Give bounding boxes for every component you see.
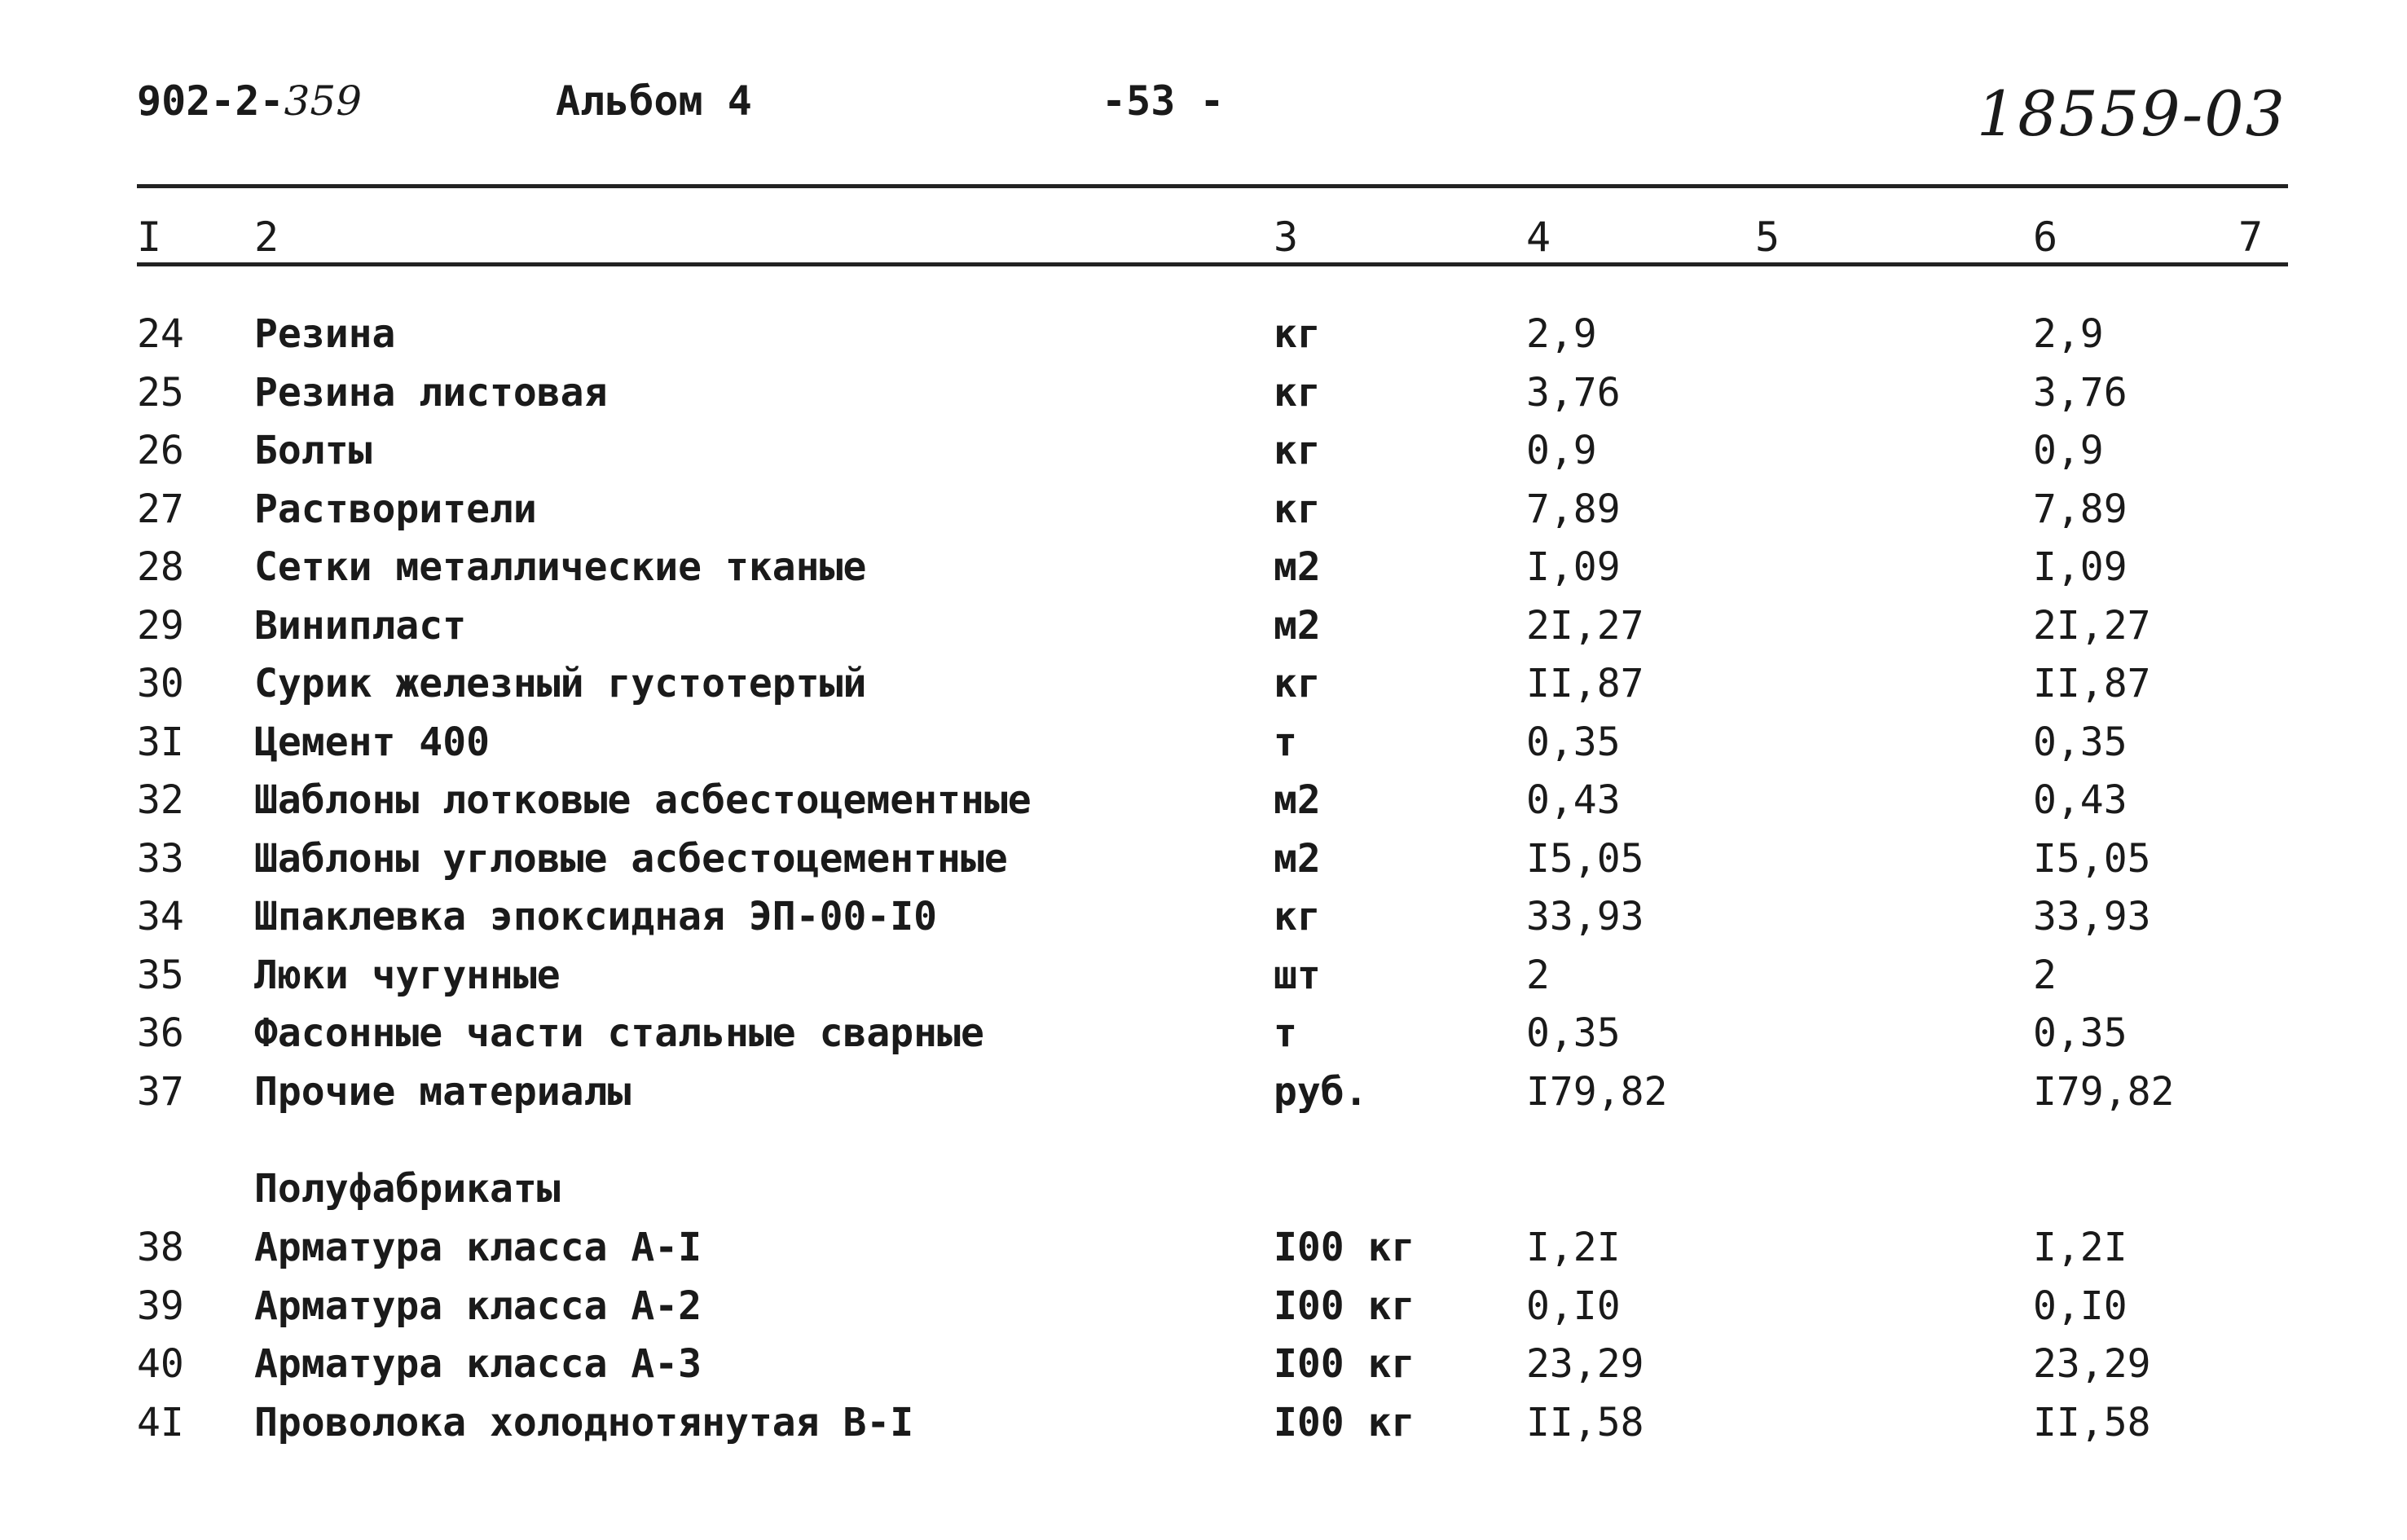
table-row bbox=[0, 777, 2407, 836]
column-number-2: 2 bbox=[254, 213, 279, 261]
unit: м2 bbox=[1274, 835, 1321, 882]
row-number: 30 bbox=[137, 661, 184, 706]
material-name: Шаблоны лотковые асбестоцементные bbox=[254, 777, 1032, 823]
quantity-col4: I,2I bbox=[1526, 1225, 1621, 1270]
unit: I00 кг bbox=[1274, 1225, 1415, 1270]
table-row bbox=[0, 661, 2407, 719]
material-name: Цемент 400 bbox=[254, 719, 490, 765]
unit: м2 bbox=[1274, 777, 1321, 823]
row-number: 24 bbox=[137, 311, 184, 357]
table-row bbox=[0, 894, 2407, 953]
quantity-col6: 7,89 bbox=[2033, 486, 2128, 532]
table-row bbox=[0, 836, 2407, 895]
unit: I00 кг bbox=[1274, 1341, 1415, 1387]
row-number: 28 bbox=[137, 544, 184, 590]
material-name: Резина листовая bbox=[254, 369, 608, 416]
quantity-col4: 2,9 bbox=[1526, 311, 1597, 357]
material-name: Сетки металлические тканые bbox=[254, 544, 867, 590]
quantity-col6: I,2I bbox=[2033, 1225, 2128, 1270]
quantity-col4: 7,89 bbox=[1526, 486, 1621, 532]
materials-table bbox=[0, 311, 2407, 1458]
row-number: 40 bbox=[137, 1341, 184, 1387]
quantity-col4: I,09 bbox=[1526, 544, 1621, 590]
quantity-col6: 33,93 bbox=[2033, 894, 2151, 939]
handwritten-document-number: 18559-03 bbox=[1976, 77, 2286, 150]
quantity-col6: 2 bbox=[2033, 952, 2057, 998]
column-number-3: 3 bbox=[1274, 213, 1299, 261]
material-name: Арматура класса А-3 bbox=[254, 1341, 702, 1387]
unit: кг bbox=[1274, 486, 1321, 532]
unit: руб. bbox=[1274, 1068, 1368, 1115]
table-row bbox=[0, 428, 2407, 486]
row-number: 25 bbox=[137, 369, 184, 416]
row-number: 26 bbox=[137, 428, 184, 473]
material-name: Растворители bbox=[254, 486, 537, 532]
unit: шт bbox=[1274, 952, 1321, 998]
row-number: 3I bbox=[137, 719, 184, 765]
material-name: Болты bbox=[254, 428, 372, 473]
unit: кг bbox=[1274, 369, 1321, 416]
quantity-col6: 0,9 bbox=[2033, 428, 2104, 473]
material-name: Резина bbox=[254, 311, 396, 357]
material-name: Проволока холоднотянутая В-I bbox=[254, 1399, 914, 1445]
quantity-col6: 3,76 bbox=[2033, 369, 2128, 416]
column-number-5: 5 bbox=[1755, 213, 1780, 261]
table-row bbox=[0, 1283, 2407, 1342]
quantity-col6: II,87 bbox=[2033, 661, 2151, 706]
quantity-col6: I79,82 bbox=[2033, 1068, 2175, 1115]
quantity-col6: I5,05 bbox=[2033, 835, 2151, 882]
unit: I00 кг bbox=[1274, 1399, 1415, 1445]
row-number: 29 bbox=[137, 602, 184, 649]
top-rule bbox=[137, 184, 2288, 188]
quantity-col4: 23,29 bbox=[1526, 1341, 1644, 1387]
column-number-4: 4 bbox=[1526, 213, 1551, 261]
material-name: Шаблоны угловые асбестоцементные bbox=[254, 835, 1008, 882]
unit: т bbox=[1274, 1010, 1297, 1056]
unit: I00 кг bbox=[1274, 1283, 1415, 1329]
table-row bbox=[0, 1341, 2407, 1400]
quantity-col4: 0,9 bbox=[1526, 428, 1597, 473]
quantity-col4: 2I,27 bbox=[1526, 602, 1644, 649]
unit: кг bbox=[1274, 894, 1321, 939]
quantity-col6: 23,29 bbox=[2033, 1341, 2151, 1387]
album-label: Альбом 4 bbox=[556, 77, 752, 125]
column-number-header bbox=[0, 213, 2407, 262]
row-number: 36 bbox=[137, 1010, 184, 1056]
column-number-7: 7 bbox=[2238, 213, 2264, 261]
unit: кг bbox=[1274, 311, 1321, 357]
row-number: 33 bbox=[137, 835, 184, 882]
quantity-col6: 0,43 bbox=[2033, 777, 2128, 823]
quantity-col6: 0,35 bbox=[2033, 719, 2128, 765]
unit: м2 bbox=[1274, 544, 1321, 590]
row-number: 39 bbox=[137, 1283, 184, 1329]
table-row bbox=[0, 311, 2407, 370]
table-row bbox=[0, 953, 2407, 1011]
quantity-col4: II,58 bbox=[1526, 1399, 1644, 1445]
row-number: 37 bbox=[137, 1068, 184, 1115]
material-name: Арматура класса А-I bbox=[254, 1225, 702, 1270]
material-name: Арматура класса А-2 bbox=[254, 1283, 702, 1329]
unit: кг bbox=[1274, 428, 1321, 473]
quantity-col4: I79,82 bbox=[1526, 1068, 1668, 1115]
row-number: 38 bbox=[137, 1225, 184, 1270]
quantity-col4: II,87 bbox=[1526, 661, 1644, 706]
row-number: 35 bbox=[137, 952, 184, 998]
quantity-col4: 33,93 bbox=[1526, 894, 1644, 939]
table-row bbox=[0, 1069, 2407, 1128]
page-number: -53 - bbox=[1102, 77, 1225, 125]
table-row bbox=[0, 719, 2407, 778]
quantity-col4: 0,35 bbox=[1526, 1010, 1621, 1056]
quantity-col6: II,58 bbox=[2033, 1399, 2151, 1445]
material-name: Люки чугунные bbox=[254, 952, 561, 998]
quantity-col4: 0,43 bbox=[1526, 777, 1621, 823]
section-heading bbox=[0, 1166, 2407, 1225]
material-name: Винипласт bbox=[254, 602, 467, 649]
header-rule bbox=[137, 262, 2288, 266]
quantity-col4: 3,76 bbox=[1526, 369, 1621, 416]
material-name: Шпаклевка эпоксидная ЭП-00-I0 bbox=[254, 894, 938, 939]
document-code-printed: 902-2- bbox=[137, 77, 284, 125]
quantity-col6: I,09 bbox=[2033, 544, 2128, 590]
column-number-1: I bbox=[137, 213, 162, 261]
quantity-col6: 0,35 bbox=[2033, 1010, 2128, 1056]
table-row bbox=[0, 1400, 2407, 1459]
quantity-col6: 2,9 bbox=[2033, 311, 2104, 357]
table-row bbox=[0, 1010, 2407, 1069]
unit: м2 bbox=[1274, 602, 1321, 649]
material-name: Фасонные части стальные сварные bbox=[254, 1010, 984, 1056]
quantity-col4: 2 bbox=[1526, 952, 1550, 998]
table-row bbox=[0, 1225, 2407, 1283]
row-number: 32 bbox=[137, 777, 184, 823]
table-row bbox=[0, 603, 2407, 662]
table-row bbox=[0, 486, 2407, 545]
material-name: Сурик железный густотертый bbox=[254, 661, 867, 706]
quantity-col4: 0,35 bbox=[1526, 719, 1621, 765]
row-number: 4I bbox=[137, 1399, 184, 1445]
document-code bbox=[137, 77, 362, 125]
row-number: 34 bbox=[137, 894, 184, 939]
material-name: Прочие материалы bbox=[254, 1068, 631, 1115]
table-row bbox=[0, 544, 2407, 603]
unit: кг bbox=[1274, 661, 1321, 706]
document-code-handwritten: 359 bbox=[284, 77, 363, 125]
section-title: Полуфабрикаты bbox=[254, 1166, 561, 1212]
row-number: 27 bbox=[137, 486, 184, 532]
quantity-col4: 0,I0 bbox=[1526, 1283, 1621, 1329]
quantity-col6: 0,I0 bbox=[2033, 1283, 2128, 1329]
table-row bbox=[0, 370, 2407, 429]
quantity-col6: 2I,27 bbox=[2033, 602, 2151, 649]
column-number-6: 6 bbox=[2033, 213, 2058, 261]
quantity-col4: I5,05 bbox=[1526, 835, 1644, 882]
unit: т bbox=[1274, 719, 1297, 765]
